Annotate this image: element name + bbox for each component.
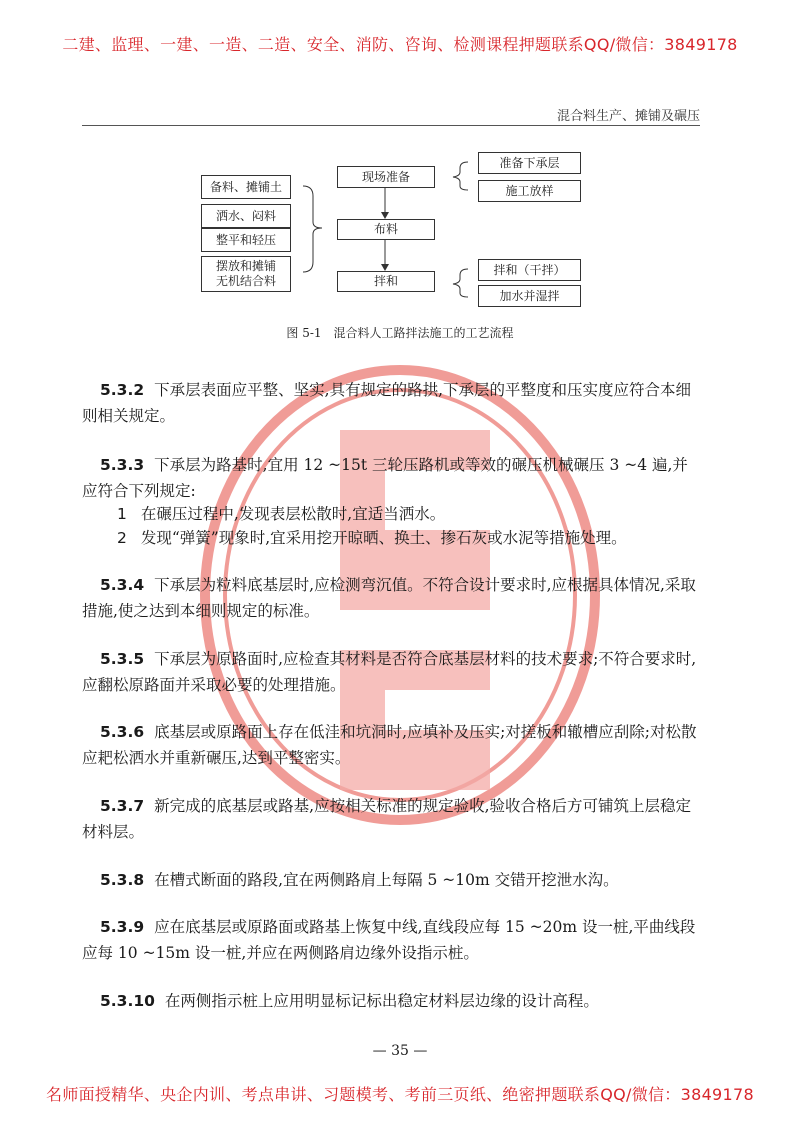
flow-box-right-3: 拌和（干拌） — [478, 259, 581, 281]
clause-number: 5.3.2 — [100, 381, 145, 399]
arrow-head-1 — [381, 212, 389, 219]
clause-number: 5.3.5 — [100, 650, 145, 668]
clause-text: 下承层为粒料底基层时,应检测弯沉值。不符合设计要求时,应根据具体情况,采取措施,使之达到本细则规定的标准。 — [82, 576, 696, 620]
clause-5-3-9 — [82, 914, 702, 966]
clause-number: 5.3.4 — [100, 576, 145, 594]
clause-number: 5.3.8 — [100, 871, 145, 889]
flow-box-center-1: 现场准备 — [337, 166, 435, 188]
clause-number: 5.3.3 — [100, 456, 145, 474]
running-head: 混合料生产、摊铺及碾压 — [556, 109, 700, 124]
page-number: — 35 — — [372, 1043, 428, 1059]
sub-item-number: 2 — [117, 529, 127, 547]
clause-5-3-6 — [82, 719, 702, 771]
flow-box-right-2: 施工放样 — [478, 180, 581, 202]
clause-5-3-7 — [82, 793, 702, 845]
sub-item-2 — [117, 526, 702, 550]
sub-item-text: 发现“弹簧”现象时,宜采用挖开晾晒、换土、掺石灰或水泥等措施处理。 — [140, 529, 627, 547]
sub-item-1 — [117, 502, 702, 526]
clause-5-3-4 — [82, 572, 702, 624]
clause-5-3-5 — [82, 646, 702, 698]
clause-5-3-2 — [82, 377, 702, 429]
process-flowchart — [0, 0, 800, 330]
flow-box-left-3: 整平和轻压 — [201, 228, 291, 252]
clause-text: 新完成的底基层或路基,应按相关标准的规定验收,验收合格后方可铺筑上层稳定材料层。 — [82, 797, 691, 841]
clause-text: 下承层表面应平整、坚实,具有规定的路拱,下承层的平整度和压实度应符合本细则相关规定。 — [82, 381, 691, 425]
flow-box-left-1: 备料、摊铺土 — [201, 175, 291, 199]
clause-number: 5.3.9 — [100, 918, 145, 936]
clause-5-3-10 — [82, 988, 702, 1014]
flow-box-right-1: 准备下承层 — [478, 152, 581, 174]
flow-box-left-2: 洒水、闷料 — [201, 204, 291, 228]
clause-text: 在两侧指示桩上应用明显标记标出稳定材料层边缘的设计高程。 — [164, 992, 599, 1010]
clause-number: 5.3.7 — [100, 797, 145, 815]
clause-text: 底基层或原路面上存在低洼和坑洞时,应填补及压实;对搓板和辙槽应刮除;对松散应耙松洒水并重新碾压,达到平整密实。 — [82, 723, 697, 767]
clause-number: 5.3.6 — [100, 723, 145, 741]
figure-caption: 图 5-1 混合料人工路拌法施工的工艺流程 — [286, 326, 514, 340]
flow-box-left-4: 摆放和摊铺 无机结合料 — [201, 256, 291, 292]
flow-box-right-4: 加水并湿拌 — [478, 285, 581, 307]
flow-box-center-3: 拌和 — [337, 271, 435, 292]
flow-box-center-2: 布料 — [337, 219, 435, 240]
clause-text: 下承层为原路面时,应检查其材料是否符合底基层材料的技术要求;不符合要求时,应翻松原路面并采取必要的处理措施。 — [82, 650, 697, 694]
left-brace — [303, 186, 322, 272]
clause-text: 下承层为路基时,宜用 12 ~15t 三轮压路机或等效的碾压机械碾压 3 ~4 遍,并应符合下列规定: — [82, 456, 688, 500]
right-brace-top — [453, 162, 468, 190]
sub-item-text: 在碾压过程中,发现表层松散时,宜适当洒水。 — [140, 505, 446, 523]
clause-number: 5.3.10 — [100, 992, 155, 1010]
sub-item-number: 1 — [117, 505, 127, 523]
clause-text: 应在底基层或原路面或路基上恢复中线,直线段应每 15 ~20m 设一桩,平曲线段应每 10 ~15m 设一桩,并应在两侧路肩边缘外设指示桩。 — [82, 918, 696, 962]
bottom-promo-banner: 名师面授精华、央企内训、考点串讲、习题模考、考前三页纸、绝密押题联系QQ/微信：3849178 — [46, 1085, 754, 1104]
clause-5-3-8 — [82, 867, 702, 893]
arrow-head-2 — [381, 264, 389, 271]
top-promo-banner: 二建、监理、一建、一造、二造、安全、消防、咨询、检测课程押题联系QQ/微信：3849178 — [62, 35, 738, 54]
clause-5-3-3 — [82, 452, 702, 504]
clause-text: 在槽式断面的路段,宜在两侧路肩上每隔 5 ~10m 交错开挖泄水沟。 — [154, 871, 619, 889]
right-brace-bottom — [453, 269, 468, 297]
